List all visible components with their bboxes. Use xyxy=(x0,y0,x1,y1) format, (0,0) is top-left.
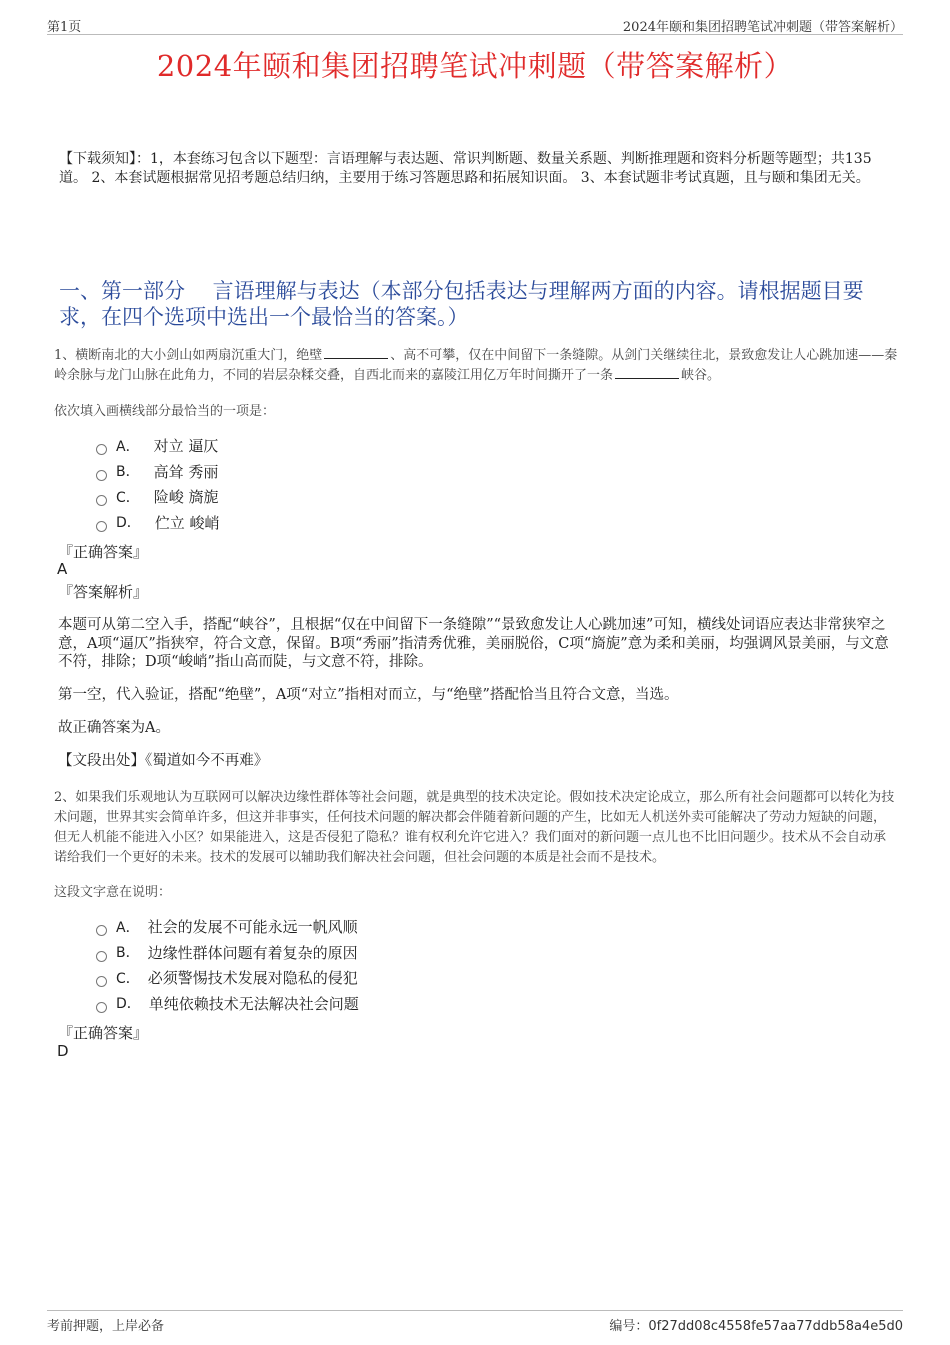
radio-button[interactable] xyxy=(96,495,107,506)
option-c[interactable] xyxy=(96,484,220,510)
page-number: 第1页 xyxy=(47,20,82,35)
option-letter: D． xyxy=(116,515,141,532)
radio-button[interactable] xyxy=(96,976,107,987)
radio-button[interactable] xyxy=(96,470,107,481)
option-text: 高耸 秀丽 xyxy=(153,462,219,481)
radio-button[interactable] xyxy=(96,444,107,455)
page-footer xyxy=(47,1310,903,1333)
option-c[interactable] xyxy=(96,965,359,991)
radio-button[interactable] xyxy=(96,1002,107,1013)
analysis-paragraph-2: 第一空，代入验证，搭配“绝壁”，A项“对立”指相对而立，与“绝壁”搭配恰当且符合文意，当选。 xyxy=(58,687,679,703)
download-notice: 【下载须知】：1，本套练习包含以下题型：言语理解与表达题、常识判断题、数量关系题、判断推理题和资料分析题等题型；共135道。 2、本套试题根据常见招考题总结归纳，主要用于练习答题思路和拓展知识面。 3、本套试题非考试真题，且与颐和集团无关。 xyxy=(59,151,872,186)
option-text: 对立 逼仄 xyxy=(153,437,219,456)
option-letter: A． xyxy=(116,438,140,455)
option-text: 单纯依赖技术无法解决社会问题 xyxy=(148,994,359,1013)
option-text: 社会的发展不可能永远一帆风顺 xyxy=(147,918,358,937)
correct-answer: D xyxy=(57,1042,69,1060)
section-heading: 一、第一部分 言语理解与表达（本部分包括表达与理解两方面的内容。请根据题目要求，在四个选项中选出一个最恰当的答案。） xyxy=(59,279,864,329)
option-text: 伫立 峻峭 xyxy=(154,513,220,532)
option-a[interactable] xyxy=(96,433,220,459)
option-b[interactable] xyxy=(96,459,220,485)
question-2-stem: 2、如果我们乐观地认为互联网可以解决边缘性群体等社会问题，就是典型的技术决定论。假如技术决定论成立，那么所有社会问题都可以转化为技术问题，世界其实会简单许多，但这并非事实，任何技术问题的解决都会伴随着新问题的产生，比如无人机送外卖可能解决了劳动力短缺的问题，但无人机能不能进入小区？如果能进入，这是否侵犯了隐私？谁有权利允许它进入？我们面对的新问题一点儿也不比旧问题少。技术从不会自动承诺给我们一个更好的未来。技术的发展可以辅助我们解决社会问题，但社会问题的本质是社会而不是技术。 xyxy=(54,790,895,865)
document-code-value: 0f27dd08c4558fe57aa77ddb58a4e5d0 xyxy=(648,1319,903,1334)
option-letter: B． xyxy=(116,945,140,962)
question-1-options xyxy=(96,433,220,535)
question-2-options xyxy=(96,914,359,1016)
option-letter: B． xyxy=(116,464,140,481)
question-1-prompt: 依次填入画横线部分最恰当的一项是： xyxy=(54,404,276,419)
option-a[interactable] xyxy=(96,914,359,940)
question-1-stem-part3: 峡谷。 xyxy=(681,368,721,383)
analysis-label: 『答案解析』 xyxy=(58,583,149,601)
question-1-stem-part2: 、高不可攀，仅在中间留下一条缝隙。从剑门关继续往北，景致愈发让人心跳加速——秦岭余脉与龙门山脉在此角力，不同的岩层杂糅交叠，自西北而来的嘉陵江用亿万年时间撕开了一条 xyxy=(54,348,898,383)
footer-slogan: 考前押题，上岸必备 xyxy=(47,1319,165,1334)
analysis-conclusion: 故正确答案为A。 xyxy=(58,720,170,736)
header-doc-name: 2024年颐和集团招聘笔试冲刺题（带答案解析） xyxy=(622,20,903,35)
option-text: 险峻 旖旎 xyxy=(153,488,219,507)
option-letter: C． xyxy=(116,489,140,506)
radio-button[interactable] xyxy=(96,951,107,962)
correct-answer-label: 『正确答案』 xyxy=(58,1024,149,1042)
document-code xyxy=(609,1315,903,1334)
question-1-stem xyxy=(54,346,898,386)
fill-blank-1 xyxy=(324,348,388,359)
radio-button[interactable] xyxy=(96,925,107,936)
option-letter: C． xyxy=(116,970,140,987)
question-1-stem-part1: 1、横断南北的大小剑山如两扇沉重大门，绝壁 xyxy=(54,348,323,363)
text-source: 【文段出处】《蜀道如今不再难》 xyxy=(58,753,269,769)
question-2-prompt: 这段文字意在说明： xyxy=(54,885,172,900)
option-text: 边缘性群体问题有着复杂的原因 xyxy=(147,943,358,962)
option-b[interactable] xyxy=(96,940,359,966)
option-letter: A． xyxy=(116,919,140,936)
fill-blank-2 xyxy=(615,368,679,379)
correct-answer-label: 『正确答案』 xyxy=(58,543,149,561)
document-title: 2024年颐和集团招聘笔试冲刺题（带答案解析） xyxy=(156,49,794,83)
option-text: 必须警惕技术发展对隐私的侵犯 xyxy=(147,969,358,988)
correct-answer: A xyxy=(57,560,68,578)
page-header xyxy=(47,14,903,35)
radio-button[interactable] xyxy=(96,521,107,532)
option-d[interactable] xyxy=(96,991,359,1017)
document-code-label: 编号： xyxy=(609,1319,649,1334)
option-letter: D． xyxy=(116,996,141,1013)
analysis-paragraph-1: 本题可从第二空入手，搭配“峡谷”，且根据“仅在中间留下一条缝隙”“景致愈发让人心跳加速”可知，横线处词语应表达非常狭窄之意，A项“逼仄”指狭窄，符合文意，保留。B项“秀丽”指清秀优雅，美丽脱俗，C项“旖旎”意为柔和美丽，均强调风景美丽，与文意不符，排除；D项“峻峭”指山高而陡，与文意不符，排除。 xyxy=(58,617,889,670)
option-d[interactable] xyxy=(96,510,220,536)
